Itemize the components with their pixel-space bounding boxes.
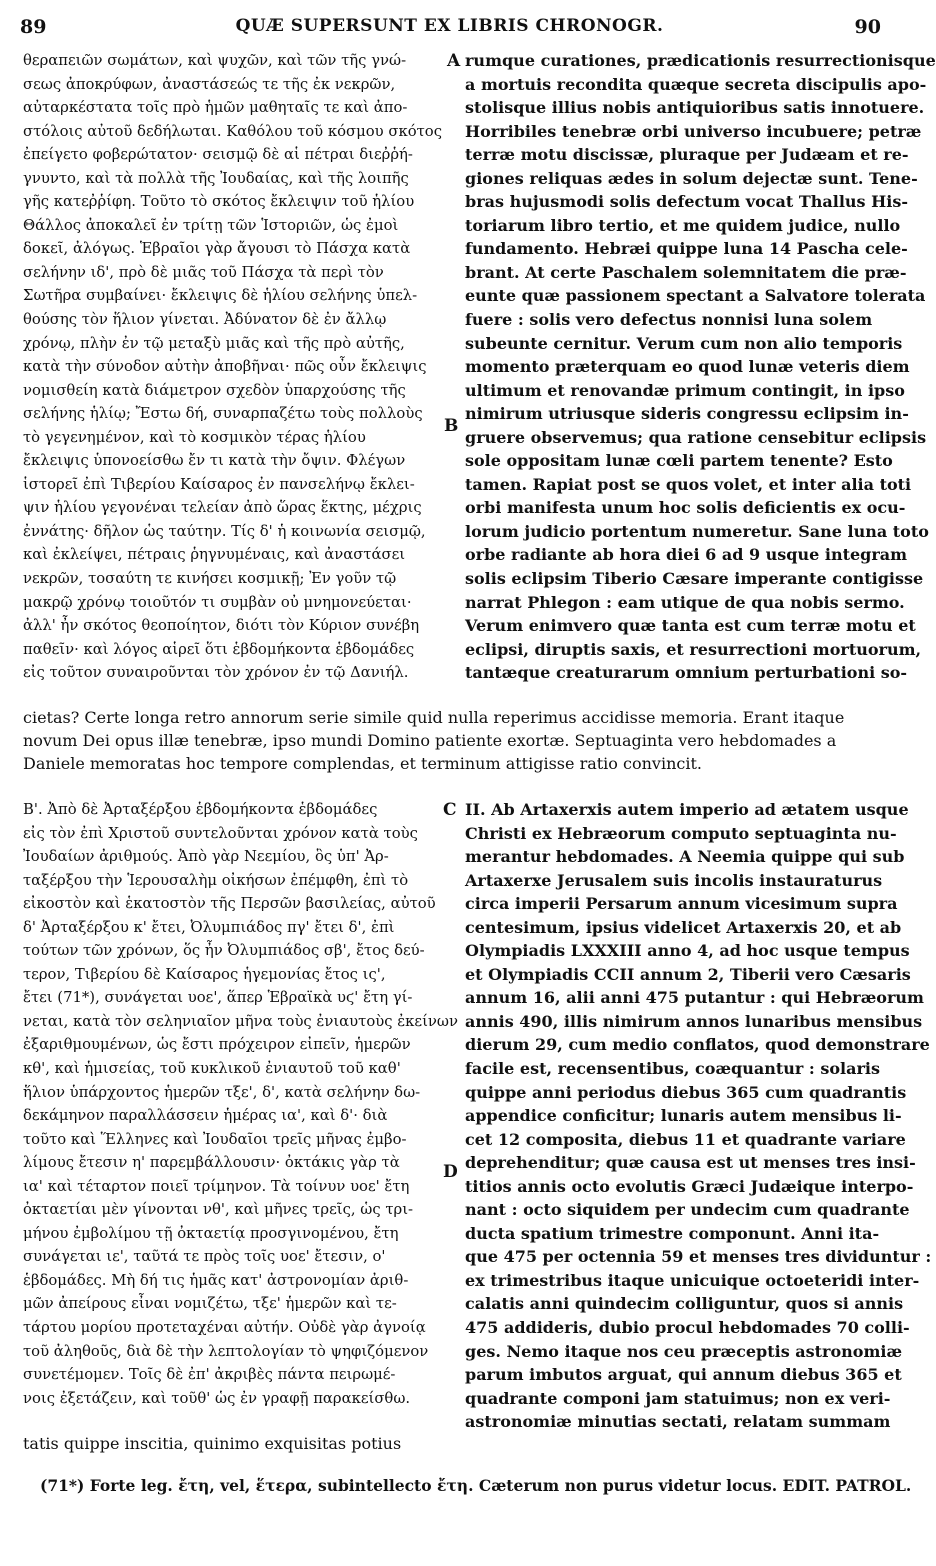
page-number-left: 89 [20, 16, 47, 38]
text-line: sole oppositam lunæ cœli partem tenente? Esto [465, 451, 893, 471]
text-line: εἰκοστὸν καὶ ἑκατοστὸν τῆς Περσῶν βασιλείας, αὐτοῦ [23, 895, 436, 913]
text-line: Daniele memoratas hoc tempore complendas, et terminum attigisse ratio convincit. [23, 754, 702, 773]
text-line: a mortuis recondita quæque secreta discipulis apo- [465, 74, 927, 94]
text-line: γνυντο, καὶ τὰ πολλὰ τῆς Ἰουδαίας, καὶ τῆς λοιπῆς [23, 169, 409, 187]
text-line: ἥλιον ὑπάρχοντος ἡμερῶν τξε', δ', κατὰ σελήνην δω- [23, 1083, 421, 1101]
text-line: ducta spatium trimestre componunt. Anni ita- [465, 1223, 880, 1243]
text-line: novum Dei opus illæ tenebræ, ipso mundi Domino patiente exortæ. Septuaginta vero hebdomades a [23, 731, 837, 750]
margin-marker-c: C [443, 800, 457, 820]
latin-fullwidth-continuation [23, 706, 881, 775]
text-line: σεως ἀποκρύφων, ἀναστάσεώς τε τῆς ἐκ νεκρῶν, [23, 75, 396, 93]
text-line: ὀκταετίαι μὲν γίνονται νθ', καὶ μῆνες τρεῖς, ὡς τρι- [23, 1201, 414, 1219]
text-line: rumque curationes, prædicationis resurrectionisque [465, 51, 936, 70]
text-line: quadrante componi jam statuimus; non ex veri- [465, 1388, 891, 1408]
text-line: εἰς τοῦτον συναιροῦνται τὸν χρόνον ἐν τῷ Δανιήλ. [23, 664, 409, 682]
page-header [0, 6, 899, 36]
text-line: τερον, Τιβερίου δὲ Καίσαρος ἡγεμονίας ἔτος ις', [23, 965, 386, 983]
text-line: terræ motu discissæ, pluraque per Judæam et re- [465, 145, 909, 165]
text-line: θεραπειῶν σωμάτων, καὶ ψυχῶν, καὶ τῶν τῆς γνώ- [23, 52, 407, 69]
text-line: Θάλλος ἀποκαλεῖ ἐν τρίτῃ τῶν Ἱστοριῶν, ὡς ἐμοὶ [23, 216, 399, 234]
text-line: fuere : solis vero defectus nonnisi luna solem [465, 310, 873, 330]
text-line: θούσης τὸν ἥλιον γίνεται. Ἀδύνατον δὲ ἐν ἄλλῳ [23, 311, 387, 329]
text-line: ex trimestribus itaque unicuique octoeteridi inter- [465, 1270, 920, 1290]
text-line: orbi manifesta unum hoc solis deficientis ex ocu- [465, 498, 906, 518]
text-line: Σωτῆρα συμβαίνει· ἔκλειψις δὲ ἡλίου σελήνης ὑπελ- [23, 287, 418, 305]
text-line: merantur hebdomades. A Neemia quippe qui sub [465, 847, 905, 867]
text-line: parum imbutos arguat, qui annum diebus 365 et [465, 1365, 902, 1385]
text-line: δ' Ἀρταξέρξου κ' ἔτει, Ὀλυμπιάδος πγ' ἔτει δ', ἐπὶ [23, 918, 395, 936]
text-line: que 475 per octennia 59 et menses tres dividuntur : [465, 1247, 932, 1267]
text-line: καὶ ἐκλείψει, πέτραις ῥηγνυμέναις, καὶ ἀναστάσει [23, 546, 406, 564]
text-line: τούτων τῶν χρόνων, ὅς ἦν Ὀλυμπιάδος σβ', ἔτος δεύ- [23, 942, 425, 960]
text-line: εἰς τὸν ἐπὶ Χριστοῦ συντελοῦνται χρόνον κατὰ τοὺς [23, 824, 418, 842]
text-line: μακρῷ χρόνῳ τοιοῦτόν τι συμβὰν οὐ μνημονεύεται· [23, 593, 412, 611]
text-line: νεται, κατὰ τὸν σεληνιαῖον μῆνα τοὺς ἐνιαυτοὺς ἐκείνων [23, 1012, 458, 1030]
text-line: tamen. Rapiat post se quos volet, et inter alia toti [465, 474, 912, 494]
text-line: ἱστορεῖ ἐπὶ Τιβερίου Καίσαρος ἐν πανσελήνῳ ἔκλει- [23, 475, 415, 493]
text-line: συνετέμομεν. Τοῖς δὲ ἐπ' ἀκριβὲς πάντα πειρωμέ- [23, 1366, 396, 1384]
text-line: et Olympiadis CCII annum 2, Tiberii vero Cæsaris [465, 964, 911, 984]
text-line: II. Ab Artaxerxis autem imperio ad ætatem usque [465, 800, 909, 819]
greek-column-section1 [23, 49, 448, 685]
text-line: αὐταρκέστατα τοῖς πρὸ ἡμῶν μαθηταῖς τε καὶ ἀπο- [23, 99, 408, 117]
text-line: nimirum utriusque sideris congressu eclipsim in- [465, 404, 909, 424]
text-line: solis eclipsim Tiberio Cæsare imperante contigisse [465, 569, 924, 589]
text-line: annis 490, illis nimirum annos lunaribus mensibus [465, 1011, 923, 1031]
text-line: δοκεῖ, ἀλόγως. Ἑβραῖοι γὰρ ἄγουσι τὸ Πάσχα κατὰ [23, 240, 411, 258]
text-line: ια' καὶ τέταρτον ποιεῖ τρίμηνον. Τὰ τοίνυν υοε' ἔτη [23, 1177, 410, 1195]
text-line: σελήνης ἡλίῳ; Ἔστω δή, συναρπαζέτω τοὺς πολλοὺς [23, 405, 423, 423]
margin-marker-a: A [447, 51, 461, 71]
margin-marker-d: D [443, 1162, 458, 1182]
text-line: νομισθείη κατὰ διάμετρον σχεδὸν ὑπαρχούσης τῆς [23, 381, 406, 399]
text-line: fundamento. Hebræi quippe luna 14 Pascha cele- [465, 239, 908, 259]
text-line: ultimum et renovandæ primum contingit, in ipso [465, 380, 905, 400]
text-line: circa imperii Persarum annum vicesimum supra [465, 894, 898, 914]
latin-column-section2 [465, 798, 932, 1434]
text-line: ἐννάτης· δῆλον ὡς ταύτην. Τίς δ' ἡ κοινωνία σεισμῷ, [23, 522, 426, 540]
text-line: annum 16, alii anni 475 putantur : qui Hebræorum [465, 988, 924, 1008]
text-line: ταξέρξου τὴν Ἱερουσαλὴμ οἰκήσων ἐπέμφθη, ἐπὶ τὸ [23, 871, 409, 889]
text-line: νοις ἐξετάζειν, καὶ τοῦθ' ὡς ἐν γραφῇ παρακείσθω. [23, 1389, 411, 1407]
text-line: κθ', καὶ ἡμισείας, τοῦ κυκλικοῦ ἐνιαυτοῦ τοῦ καθ' [23, 1060, 401, 1078]
text-line: ἑβδομάδες. Μὴ δή τις ἡμᾶς κατ' ἀστρονομίαν ἀριθ- [23, 1271, 409, 1289]
latin-column-section1 [465, 49, 936, 685]
text-line: ἔτει (71*), συνάγεται υοε', ἅπερ Ἑβραϊκὰ υϛ' ἔτη γί- [23, 989, 413, 1007]
text-line: Christi ex Hebræorum computo septuaginta nu- [465, 823, 897, 843]
text-line: eclipsi, diruptis saxis, et resurrectioni mortuorum, [465, 639, 922, 659]
text-line: τάρτου μορίου προτεταχέναι αὐτήν. Οὐδὲ γὰρ ἀγνοίᾳ [23, 1319, 426, 1337]
text-line: Horribiles tenebræ orbi universo incubuere; petræ [465, 121, 922, 141]
text-line: σελήνην ιδ', πρὸ δὲ μιᾶς τοῦ Πάσχα τὰ περὶ τὸν [23, 263, 384, 281]
margin-marker-b: B [444, 416, 459, 436]
text-line: cet 12 composita, diebus 11 et quadrante variare [465, 1129, 906, 1149]
text-line: ἐπείγετο φοβερώτατον· σεισμῷ δὲ αἱ πέτραι διεῤῥή- [23, 146, 413, 164]
text-line: Olympiadis LXXXIII anno 4, ad hoc usque tempus [465, 941, 910, 961]
text-line: nant : octo siquidem per undecim cum quadrante [465, 1200, 910, 1220]
text-line: momento præterquam eo quod lunæ veteris diem [465, 357, 910, 377]
text-line: ἀλλ' ἦν σκότος θεοποίητον, διότι τὸν Κύριον συνέβη [23, 617, 420, 635]
text-line: gruere observemus; qua ratione censebitur eclipsis [465, 427, 927, 447]
text-line: γῆς κατεῤῥίφη. Τοῦτο τὸ σκότος ἔκλειψιν τοῦ ἡλίου [23, 193, 415, 211]
text-line: Β'. Ἀπὸ δὲ Ἀρταξέρξου ἑβδομήκοντα ἑβδομάδες [23, 801, 378, 818]
text-line: calatis anni quindecim colliguntur, quos si annis [465, 1294, 904, 1314]
text-line: Verum enimvero quæ tanta est cum terræ motu et [465, 616, 916, 636]
text-line: λίμους ἔτεσιν η' παρεμβάλλουσιν· ὀκτάκις γὰρ τὰ [23, 1154, 400, 1172]
text-line: παθεῖν· καὶ λόγος αἱρεῖ ὅτι ἑβδομήκοντα ἑβδομάδες [23, 640, 415, 658]
text-line: eunte quæ passionem spectant a Salvatore tolerata [465, 286, 926, 306]
text-line: μήνου ἐμβολίμου τῇ ὀκταετίᾳ προσγινομένου, ἔτη [23, 1224, 399, 1242]
footnote: (71*) Forte leg. ἔτη, vel, ἕτερα, subintellecto ἔτη. Cæterum non purus videtur locus. EDIT. PATROL. [40, 1476, 912, 1495]
text-line: χρόνῳ, πλὴν ἐν τῷ μεταξὺ μιᾶς καὶ τῆς πρὸ αὐτῆς, [23, 334, 405, 352]
text-line: ἔκλειψις ὑπονοείσθω ἔν τι κατὰ τὴν ὄψιν. Φλέγων [23, 452, 406, 470]
text-line: νεκρῶν, τοσαύτη τε κινήσει κοσμικῇ; Ἐν γοῦν τῷ [23, 570, 397, 588]
text-line: Artaxerxe Jerusalem suis incolis instauraturus [465, 870, 883, 890]
text-line: τὸ γεγενημένον, καὶ τὸ κοσμικὸν τέρας ἡλίου [23, 428, 366, 446]
text-line: μῶν ἀπείρους εἶναι νομιζέτω, τξε' ἡμερῶν καὶ τε- [23, 1295, 397, 1313]
text-line: tantæque creaturarum omnium perturbationi so- [465, 663, 908, 683]
text-line: tatis quippe inscitia, quinimo exquisitas potius [23, 1434, 402, 1453]
text-line: Ἰουδαίων ἀριθμούς. Ἀπὸ γὰρ Νεεμίου, ὃς ὑπ' Ἀρ- [23, 848, 389, 866]
text-line: cietas? Certe longa retro annorum serie simile quid nulla reperimus accidisse memoria. Erant itaque [23, 708, 845, 727]
text-line: appendice conficitur; lunaris autem mensibus li- [465, 1106, 902, 1126]
text-line: συνάγεται ιε', ταῦτά τε πρὸς τοῖς υοε' ἔτεσιν, ο' [23, 1248, 386, 1266]
text-line: τοῦ ἀληθοῦς, διὰ δὲ τὴν λεπτολογίαν τὸ ψηφιζόμενον [23, 1342, 429, 1360]
text-line: δεκάμηνον παραλλάσσειν ἡμέρας ια', καὶ δ'· διὰ [23, 1107, 388, 1125]
text-line: toriarum libro tertio, et me quidem judice, nullo [465, 215, 901, 235]
text-line: quippe anni periodus diebus 365 cum quadrantis [465, 1082, 907, 1102]
text-line: giones reliquas ædes in solum dejectæ sunt. Tene- [465, 168, 918, 188]
text-line: centesimum, ipsius videlicet Artaxerxis 20, et ab [465, 917, 902, 937]
text-line: deprehenditur; quæ causa est ut menses tres insi- [465, 1153, 916, 1173]
running-title: QUÆ SUPERSUNT EX LIBRIS CHRONOGR. [235, 16, 664, 36]
text-line: astronomiæ minutias sectati, relatam summam [465, 1412, 891, 1432]
text-line: 475 addideris, dubio procul hebdomades 70 colli- [465, 1318, 910, 1338]
text-line: bras hujusmodi solis defectum vocat Thallus His- [465, 192, 908, 212]
text-line: brant. At certe Paschalem solemnitatem die præ- [465, 262, 907, 282]
text-line: ἐξαριθμουμένων, ὡς ἔστι πρόχειρον εἰπεῖν, ἡμερῶν [23, 1036, 411, 1054]
text-line: κατὰ τὴν σύνοδον αὐτὴν ἀποβῆναι· πῶς οὖν ἔκλειψις [23, 358, 427, 376]
text-line: ges. Nemo itaque nos ceu præceptis astronomiæ [465, 1341, 903, 1361]
text-line: orbe radiante ab hora diei 6 ad 9 usque integram [465, 545, 908, 565]
text-line: stolisque illius nobis antiquioribus satis innotuere. [465, 98, 925, 118]
greek-column-section2 [23, 798, 458, 1410]
text-line: titios annis octo evolutis Græci Judæique interpo- [465, 1176, 914, 1196]
page-number-right: 90 [854, 16, 881, 38]
text-line: subeunte cernitur. Verum cum non alio temporis [465, 333, 903, 353]
latin-last-line [23, 1432, 881, 1455]
text-line: dierum 29, cum medio conflatos, quod demonstrare [465, 1035, 930, 1055]
text-line: facile est, recensentibus, coæquantur : solaris [465, 1059, 881, 1079]
text-line: τοῦτο καὶ Ἕλληνες καὶ Ἰουδαῖοι τρεῖς μῆνας ἐμβο- [23, 1130, 407, 1148]
text-line: narrat Phlegon : eam utique de qua nobis sermo. [465, 592, 905, 612]
text-line: lorum judicio portentum numeretur. Sane luna toto [465, 521, 929, 541]
text-line: ψιν ἡλίου γεγονέναι τελείαν ἀπὸ ὥρας ἕκτης, μέχρις [23, 499, 422, 517]
text-line: στόλοις αὐτοῦ δεδήλωται. Καθόλου τοῦ κόσμου σκότος [23, 122, 442, 140]
